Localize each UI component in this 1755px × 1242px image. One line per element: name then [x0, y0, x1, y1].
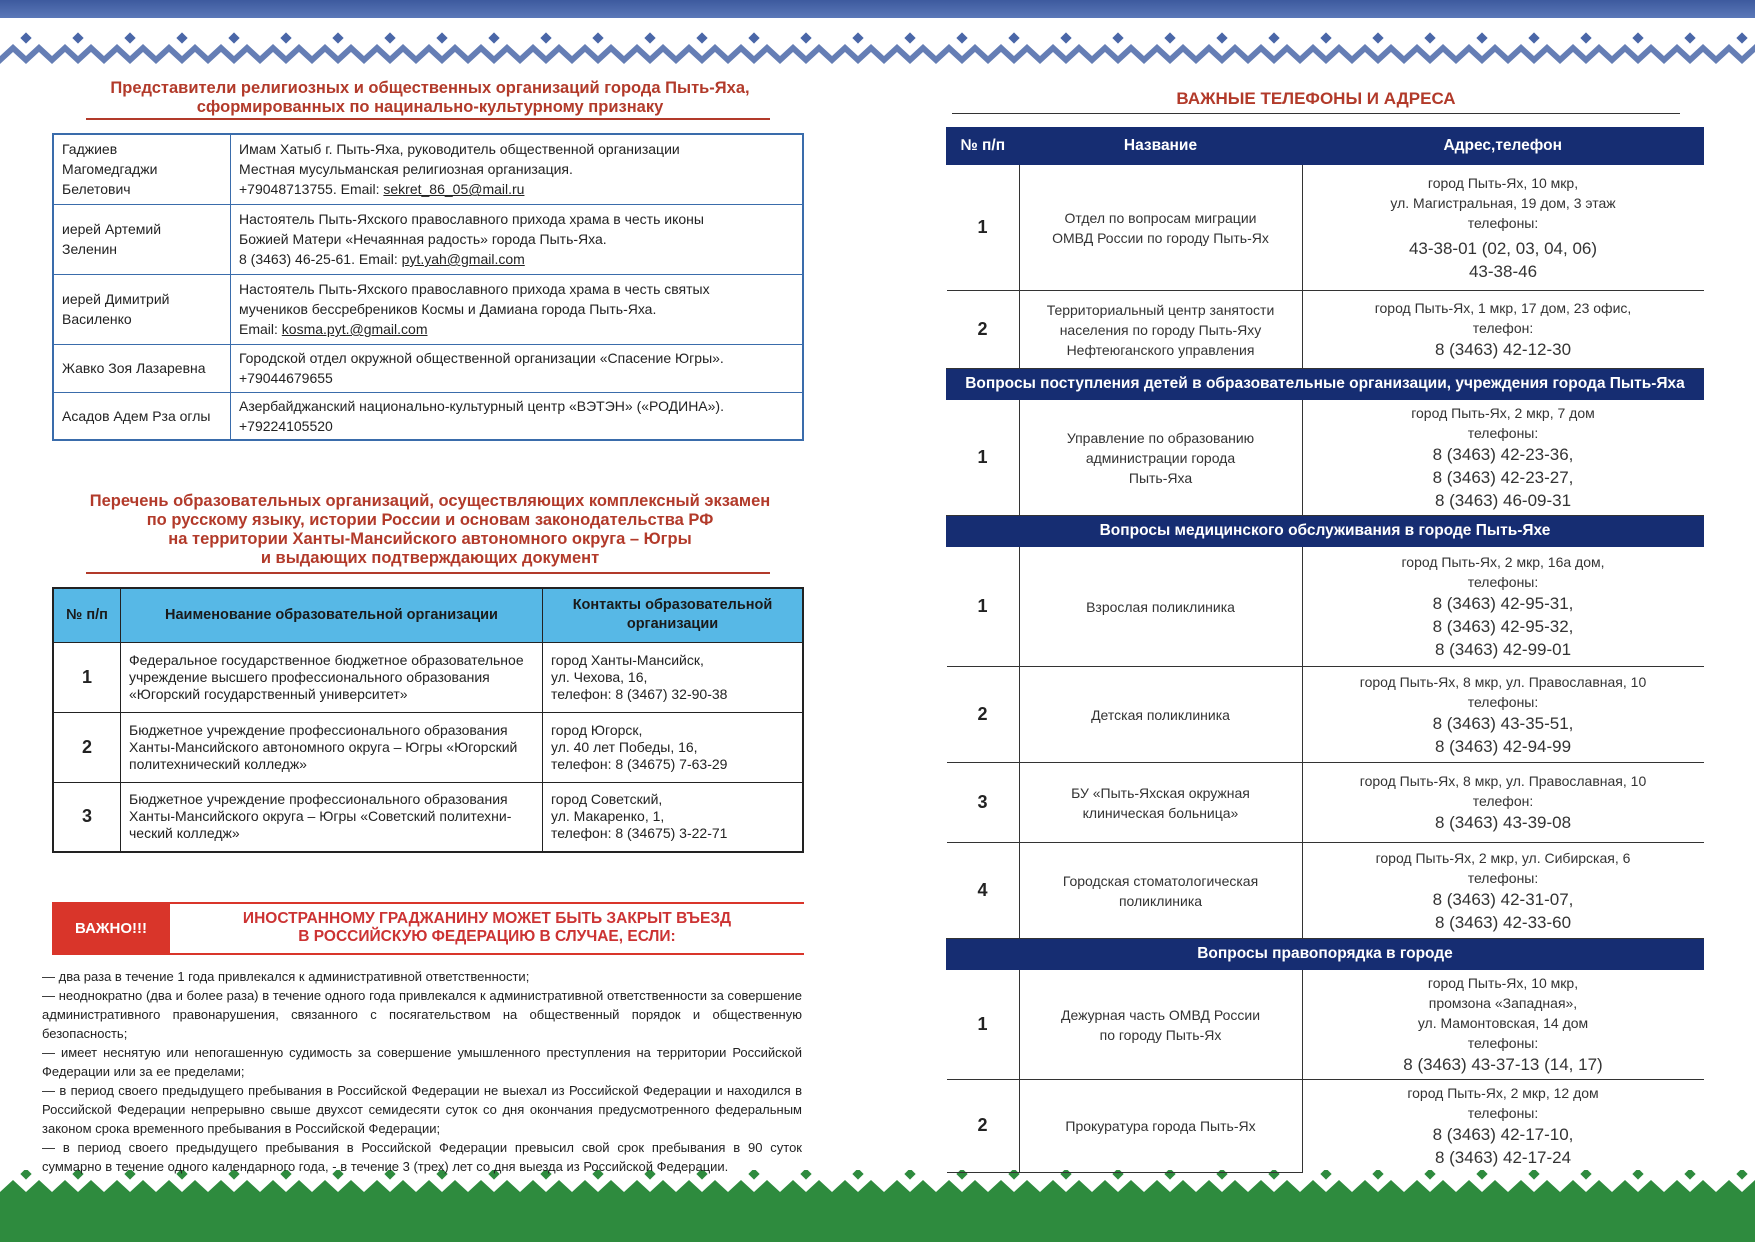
row-num: 2 [947, 1080, 1020, 1173]
col-header-org: Наименование образовательной организации [121, 588, 543, 642]
reps-title-line: Представители религиозных и общественных организаций города Пыть-Яха, [110, 79, 750, 97]
row-address: город Пыть-Ях, 2 мкр, 12 дом телефоны: 8 (3463) 42-17-10, 8 (3463) 42-17-24 [1407, 1085, 1599, 1167]
table-row [53, 344, 803, 392]
edu-title [70, 492, 790, 568]
row-name: Взрослая поликлиника [1019, 547, 1302, 667]
col-header-address: Адрес,телефон [1302, 128, 1704, 165]
row-name: Детская поликлиника [1019, 667, 1302, 763]
rep-info: Азербайджанский национально-культурный центр «ВЭТЭН» («РОДИНА»). +79224105520 [231, 392, 804, 440]
row-num: 4 [947, 843, 1020, 939]
row-name: Прокуратура города Пыть-Ях [1019, 1080, 1302, 1173]
section-header: Вопросы медицинского обслуживания в городе Пыть-Яхе [947, 516, 1704, 547]
row-num: 2 [947, 291, 1020, 369]
section-header: Вопросы поступления детей в образовательные организации, учреждения города Пыть-Яха [947, 369, 1704, 400]
rep-name: Жавко Зоя Лазаревна [53, 344, 231, 392]
table-row [947, 165, 1704, 291]
edu-title-line: Перечень образовательных организаций, осуществляющих комплексный экзамен [89, 492, 771, 510]
row-name: БУ «Пыть-Яхская окружная клиническая больница» [1019, 763, 1302, 843]
table-row [947, 291, 1704, 369]
email-link[interactable]: pyt.yah@gmail.com [401, 251, 525, 267]
col-header-num: № п/п [947, 128, 1020, 165]
table-row [53, 712, 803, 782]
table-header-row [947, 128, 1704, 165]
org-contacts: город Югорск, ул. 40 лет Победы, 16, телефон: 8 (34675) 7-63-29 [543, 712, 804, 782]
col-header-contacts: Контакты образовательной организации [543, 588, 804, 642]
row-num: 1 [53, 642, 121, 712]
table-row [947, 1080, 1704, 1173]
row-num: 1 [947, 970, 1020, 1080]
phones-table [946, 127, 1704, 1173]
rep-info: Имам Хатыб г. Пыть-Яха, руководитель общественной организации Местная мусульманская религиозная организация. +79048713755. Email: sekret_86_05@mail.ru [231, 134, 804, 204]
reps-title-rule [86, 118, 770, 120]
org-name: Бюджетное учреждение профессионального образования Ханты-Мансийского автономного округа – Югры «Югорский политехнический колледж» [121, 712, 543, 782]
warning-text [170, 910, 804, 946]
row-num: 1 [947, 400, 1020, 516]
row-address: город Пыть-Ях, 2 мкр, 16а дом, телефоны: 8 (3463) 42-95-31, 8 (3463) 42-95-32, 8 (3463) 42-99-01 [1302, 547, 1704, 667]
row-num: 3 [53, 782, 121, 852]
table-header-row [53, 588, 803, 642]
condition-item: — в период своего предыдущего пребывания в Российской Федерации не выехал из Российской Федерации и находился в Российской Федерации непрерывно свыше двухсот семидесяти суток со дня окончания предусмотренного федеральным законом срока временного пребывания в Российской Федерации; [42, 1083, 802, 1136]
table-row [947, 763, 1704, 843]
row-address: город Пыть-Ях, 1 мкр, 17 дом, 23 офис, телефон: 8 (3463) 42-12-30 [1302, 291, 1704, 369]
condition-item: — два раза в течение 1 года привлекался к административной ответственности; [42, 969, 530, 984]
warning-bottom-rule [170, 953, 804, 955]
row-name: Дежурная часть ОМВД России по городу Пыть-Ях [1019, 970, 1302, 1080]
table-row [53, 642, 803, 712]
row-address: город Пыть-Ях, 8 мкр, ул. Православная, 10 телефоны: 8 (3463) 43-35-51, 8 (3463) 42-94-99 [1302, 667, 1704, 763]
row-num: 2 [947, 667, 1020, 763]
row-num: 2 [53, 712, 121, 782]
row-name: Территориальный центр занятости населения по городу Пыть-Яху Нефтеюганского управления [1019, 291, 1302, 369]
rep-info: Настоятель Пыть-Яхского православного прихода храма в честь иконы Божией Матери «Нечаянная радость» города Пыть-Яха. 8 (3463) 46-25-61. Email: pyt.yah@gmail.com [231, 204, 804, 274]
left-page [0, 0, 877, 1242]
row-address: город Пыть-Ях, 8 мкр, ул. Православная, 10 телефон: 8 (3463) 43-39-08 [1302, 763, 1704, 843]
org-name: Федеральное государственное бюджетное образовательное учреждение высшего профессионального образования «Югорский государственный университет» [121, 642, 543, 712]
rep-info: Городской отдел окружной общественной организации «Спасение Югры». +79044679655 [231, 344, 804, 392]
table-row [947, 547, 1704, 667]
warning-text-line: ИНОСТРАННОМУ ГРАДЖАНИНУ МОЖЕТ БЫТЬ ЗАКРЫТ ВЪЕЗД [242, 910, 732, 927]
row-address: город Пыть-Ях, 2 мкр, ул. Сибирская, 6 телефоны: 8 (3463) 42-31-07, 8 (3463) 42-33-60 [1302, 843, 1704, 939]
email-link[interactable]: sekret_86_05@mail.ru [383, 181, 525, 198]
col-header-num: № п/п [53, 588, 121, 642]
table-row [947, 667, 1704, 763]
row-num: 3 [947, 763, 1020, 843]
table-row [947, 400, 1704, 516]
org-contacts: город Советский, ул. Макаренко, 1, телефон: 8 (34675) 3-22-71 [543, 782, 804, 852]
education-table [52, 587, 804, 853]
reps-title [80, 79, 780, 117]
table-row [53, 204, 803, 274]
row-address: город Пыть-Ях, 10 мкр, промзона «Западная», ул. Мамонтовская, 14 дом телефоны: 8 (3463) 43-37-13 (14, 17) [1302, 970, 1704, 1080]
warning-top-rule [170, 902, 804, 904]
row-name: Городская стоматологическая поликлиника [1019, 843, 1302, 939]
rep-name: иерей Димитрий Василенко [53, 274, 231, 344]
important-badge: ВАЖНО!!! [52, 902, 170, 955]
rep-name: Асадов Адем Рза оглы [53, 392, 231, 440]
row-name: Отдел по вопросам миграции ОМВД России по городу Пыть-Ях [1019, 165, 1302, 291]
condition-item: — имеет неснятую или непогашенную судимость за совершение умышленного преступления на территории Российской Федерации или за ее пределами; [42, 1045, 802, 1079]
phones-title-rule [952, 113, 1680, 114]
rep-info: Настоятель Пыть-Яхского православного прихода храма в честь святых мучеников бессребреников Космы и Дамиана города Пыть-Яха. Email: kosma.pyt.@gmail.com [231, 274, 804, 344]
edu-title-line: по русскому языку, истории России и основам законодательства РФ [146, 511, 714, 529]
row-address: город Пыть-Ях, 10 мкр, ул. Магистральная, 19 дом, 3 этаж телефоны: 43-38-01 (02, 03, 04, 06) 43-38-46 [1302, 165, 1704, 291]
row-num: 1 [947, 547, 1020, 667]
table-row [947, 843, 1704, 939]
edu-title-rule [86, 572, 770, 574]
row-num: 1 [947, 165, 1020, 291]
org-contacts: город Ханты-Мансийск, ул. Чехова, 16, телефон: 8 (3467) 32-90-38 [543, 642, 804, 712]
section-header-row [947, 939, 1704, 970]
table-row [53, 782, 803, 852]
table-row [947, 970, 1704, 1080]
warning-text-line: В РОССИЙСКУЮ ФЕДЕРАЦИЮ В СЛУЧАЕ, ЕСЛИ: [298, 928, 676, 945]
table-row [53, 274, 803, 344]
col-header-name: Название [1019, 128, 1302, 165]
representatives-table [52, 133, 804, 441]
email-link[interactable]: kosma.pyt.@gmail.com [281, 321, 428, 337]
section-header: Вопросы правопорядка в городе [947, 939, 1704, 970]
section-header-row [947, 516, 1704, 547]
row-name: Управление по образованию администрации города Пыть-Яха [1019, 400, 1302, 516]
condition-item: — в период своего предыдущего пребывания в Российской Федерации превысил свой срок пребывания в 90 суток суммарно в течение одного календарного года, - в течение 3 (трех) лет со дня выезда из Российской Федерации. [42, 1140, 802, 1174]
table-row [53, 134, 803, 204]
rep-name: Гаджиев Магомедгаджи Белетович [53, 134, 231, 204]
table-row [53, 392, 803, 440]
section-header-row [947, 369, 1704, 400]
edu-title-line: и выдающих подтверждающих документ [260, 549, 600, 567]
phones-title: ВАЖНЫЕ ТЕЛЕФОНЫ И АДРЕСА [1176, 89, 1456, 108]
condition-item: — неоднократно (два и более раза) в течение одного года привлекался к административной ответственности за совершение административного правонарушения, связанного с посягательством на общественный порядок и общественную безопасность; [42, 988, 802, 1041]
warning-banner [52, 902, 804, 955]
entry-ban-conditions [42, 967, 802, 1176]
edu-title-line: на территории Ханты-Мансийского автономного округа – Югры [168, 530, 692, 548]
row-address: город Пыть-Ях, 2 мкр, 7 дом телефоны: 8 (3463) 42-23-36, 8 (3463) 42-23-27, 8 (3463) 46-09-31 [1302, 400, 1704, 516]
reps-title-line: сформированных по нацинально-культурному признаку [196, 98, 664, 116]
org-name: Бюджетное учреждение профессионального образования Ханты-Мансийского округа – Югры «Советский политехни- ческий колледж» [121, 782, 543, 852]
rep-name: иерей Артемий Зеленин [53, 204, 231, 274]
